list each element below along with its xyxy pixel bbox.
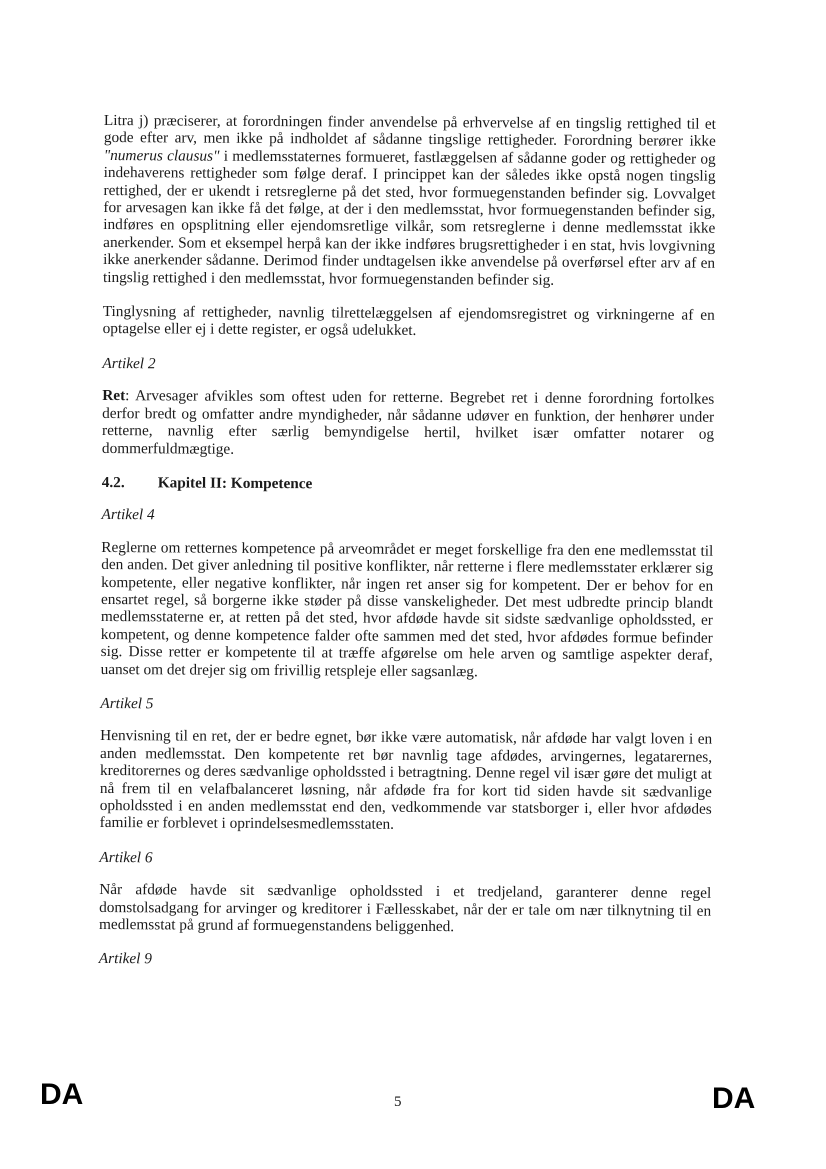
language-code-left: DA [40,1078,84,1111]
section-number: 4.2. [101,473,125,492]
paragraph-article-4: Reglerne om retternes kompetence på arveområdet er meget forskellige fra den ene medlemsstat til den anden. Det giver anledning til positive konflikter, når retterne i flere medlemsstater erklærer sig kompetente, eller negative konflikter, når ingen ret anser sig for kompetent. Der er behov for en ensartet regel, så borgerne ikke støder på disse vanskeligheder. Det mest udbredte princip blandt medlemsstaterne er, at retten på det sted, hvor afdøde havde sit sidste sædvanlige opholdssted, er kompetent, og denne kompetence falder ofte sammen med det sted, hvor afdødes formue befinder sig. Disse retter er kompetente til at træffe afgørelse om hele arven og samtlige aspekter deraf, uanset om det drejer sig om frivillig retspleje eller sagsanlæg. [100,538,714,680]
numerus-clausus-term: "numerus clausus" [103,146,220,165]
language-code-right: DA [712,1082,756,1115]
ret-term: Ret [102,387,126,405]
section-heading [102,474,714,495]
paragraph-article-6: Når afdøde havde sit sædvanlige opholdssted i et tredjeland, garanterer denne regel domstolsadgang for arvinger og kreditorer i Fællesskabet, når der er tale om nær tilknytning til en medlemsstat på grund af formuegenstandens beliggenhed. [98,881,712,936]
paragraph-article-5: Henvisning til en ret, der er bedre egnet, bør ikke være automatisk, når afdøde har valgt loven i en anden medlemsstat. Den kompetente ret bør navnlig tage afdødes, arvingernes, legatarernes, kreditorernes og deres sædvanlige opholdssted i betragtning. Denne regel vil især gøre det muligt at nå frem til en velafbalanceret løsning, når afdøde fra for kort tid siden havde sit sædvanlige opholdssted i en anden medlemsstat end den, vedkommende var statsborger i, eller hvor afdødes familie er forblevet i oprindelsesmedlemsstaten. [99,727,713,834]
article-9-label: Artikel 9 [98,950,152,968]
page-number: 5 [394,1094,402,1110]
paragraph-ret-definition: Ret: Arvesager afvikles som oftest uden for retterne. Begrebet ret i denne forordning fortolkes derfor bredt og omfatter andre myndigheder, når sådanne udøver en funktion, der henhører under retterne, navnlig efter særlig bemyndigelse hertil, hvilket især omfatter notarer og dommerfuldmægtige. [101,387,715,458]
section-title: Kapitel II: Kompetence [157,474,313,493]
article-4-label: Artikel 4 [101,506,155,524]
article-5-label: Artikel 5 [100,694,154,713]
paragraph-tinglysning: Tinglysning af rettigheder, navnlig tilrettelæggelsen af ejendomsregistret og virkningerne af en optagelse eller ej i dette register, er også udelukket. [102,303,715,340]
document-body [99,112,716,987]
article-2-label: Artikel 2 [102,354,156,373]
article-6-label: Artikel 6 [99,848,153,867]
paragraph-litra-j: Litra j) præciserer, at forordningen finder anvendelse på erhvervelse af en tingslig rettighed til et gode efter arv, men ikke på indholdet af sådanne tingslige rettigheder. Forordning berører ikke "numerus clausus" i medlemsstaternes formueret, fastlæggelsen af sådanne goder og rettigheder og indehaverens rettigheder som følge deraf. I princippet kan der således ikke opstå nogen tingslig rettighed, der er ukendt i retsreglerne på det sted, hvor formuegenstanden befinder sig. Lovvalget for arvesagen kan ikke få det følge, at der i den medlemsstat, hvor formuegenstanden befinder sig, indføres en opsplitning eller ejendomsretlige vilkår, som retsreglerne i denne medlemsstat ikke anerkender. Som et eksempel herpå kan der ikke indføres brugsrettigheder i en stat, hvis lovgivning ikke anerkender sådanne. Derimod finder undtagelsen ikke anvendelse på overførsel efter arv af en tingslig rettighed i den medlemsstat, hvor formuegenstanden befinder sig. [102,112,716,289]
